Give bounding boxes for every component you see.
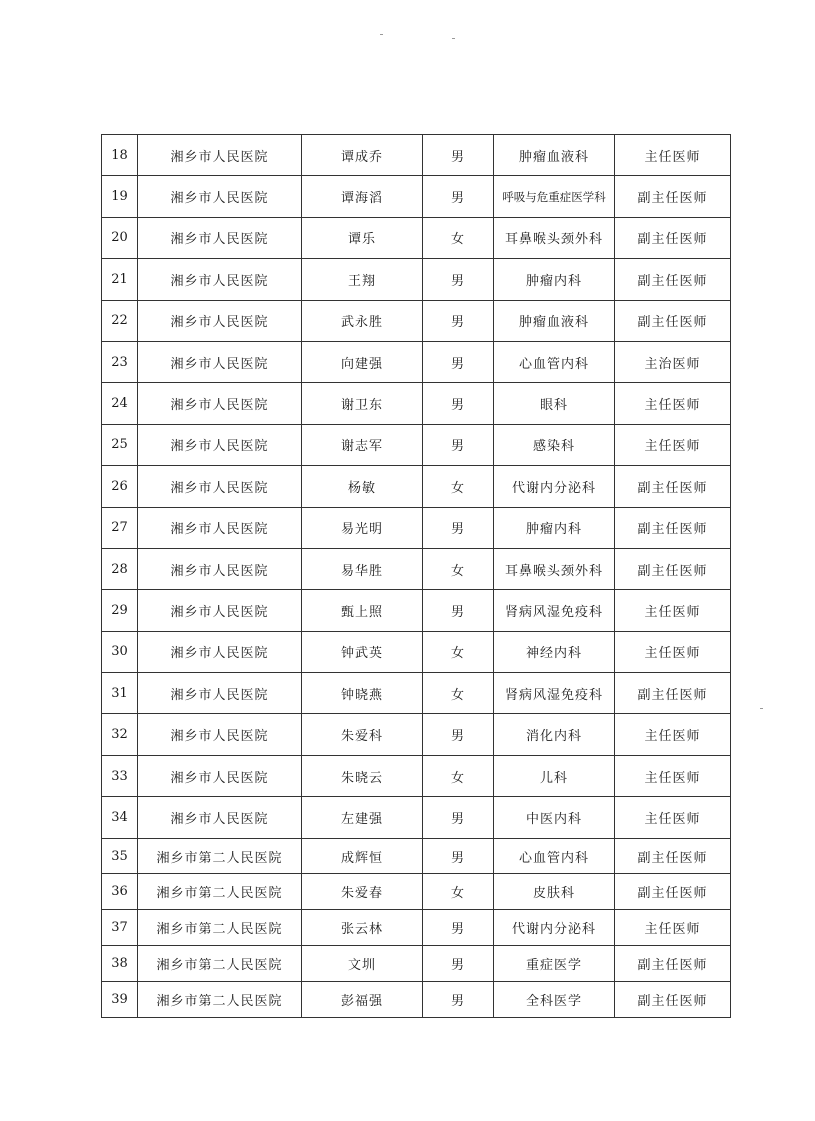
- department-cell: 肿瘤内科: [494, 259, 615, 300]
- department-cell: 耳鼻喉头颈外科: [494, 217, 615, 258]
- hospital-cell: 湘乡市人民医院: [138, 590, 302, 631]
- table-row: [102, 383, 731, 424]
- title-cell: 副主任医师: [615, 466, 731, 507]
- gender-cell: 男: [423, 259, 494, 300]
- row-number: 23: [102, 341, 138, 382]
- hospital-cell: 湘乡市人民医院: [138, 341, 302, 382]
- doctor-name-cell: 王翔: [302, 259, 423, 300]
- department-cell: 皮肤科: [494, 874, 615, 910]
- title-cell: 副主任医师: [615, 838, 731, 874]
- hospital-cell: 湘乡市人民医院: [138, 217, 302, 258]
- table-row: [102, 259, 731, 300]
- doctor-name-cell: 谭乐: [302, 217, 423, 258]
- row-number: 26: [102, 466, 138, 507]
- doctor-name-cell: 成辉恒: [302, 838, 423, 874]
- department-cell: 中医内科: [494, 797, 615, 838]
- title-cell: 主任医师: [615, 631, 731, 672]
- row-number: 19: [102, 176, 138, 217]
- department-cell: 耳鼻喉头颈外科: [494, 548, 615, 589]
- title-cell: 副主任医师: [615, 259, 731, 300]
- gender-cell: 男: [423, 341, 494, 382]
- table-row: [102, 946, 731, 982]
- gender-cell: 女: [423, 755, 494, 796]
- table-row: [102, 507, 731, 548]
- gender-cell: 女: [423, 673, 494, 714]
- table-row: [102, 797, 731, 838]
- gender-cell: 男: [423, 797, 494, 838]
- title-cell: 主任医师: [615, 714, 731, 755]
- table-row: [102, 874, 731, 910]
- row-number: 25: [102, 424, 138, 465]
- row-number: 34: [102, 797, 138, 838]
- gender-cell: 男: [423, 424, 494, 465]
- row-number: 27: [102, 507, 138, 548]
- row-number: 24: [102, 383, 138, 424]
- department-cell: 肿瘤血液科: [494, 135, 615, 176]
- title-cell: 副主任医师: [615, 981, 731, 1017]
- title-cell: 主任医师: [615, 755, 731, 796]
- hospital-cell: 湘乡市人民医院: [138, 259, 302, 300]
- department-cell: 代谢内分泌科: [494, 910, 615, 946]
- department-cell: 肾病风湿免疫科: [494, 590, 615, 631]
- doctor-name-cell: 武永胜: [302, 300, 423, 341]
- gender-cell: 男: [423, 135, 494, 176]
- row-number: 29: [102, 590, 138, 631]
- gender-cell: 男: [423, 300, 494, 341]
- doctor-name-cell: 钟武英: [302, 631, 423, 672]
- gender-cell: 女: [423, 874, 494, 910]
- hospital-cell: 湘乡市人民医院: [138, 424, 302, 465]
- hospital-cell: 湘乡市人民医院: [138, 176, 302, 217]
- doctor-name-cell: 易华胜: [302, 548, 423, 589]
- doctor-name-cell: 朱晓云: [302, 755, 423, 796]
- row-number: 37: [102, 910, 138, 946]
- gender-cell: 女: [423, 548, 494, 589]
- department-cell: 眼科: [494, 383, 615, 424]
- row-number: 33: [102, 755, 138, 796]
- hospital-cell: 湘乡市人民医院: [138, 548, 302, 589]
- table-row: [102, 135, 731, 176]
- hospital-cell: 湘乡市人民医院: [138, 714, 302, 755]
- title-cell: 主治医师: [615, 341, 731, 382]
- hospital-cell: 湘乡市人民医院: [138, 383, 302, 424]
- title-cell: 主任医师: [615, 424, 731, 465]
- gender-cell: 男: [423, 507, 494, 548]
- department-cell: 消化内科: [494, 714, 615, 755]
- department-cell: 神经内科: [494, 631, 615, 672]
- doctor-name-cell: 向建强: [302, 341, 423, 382]
- gender-cell: 男: [423, 981, 494, 1017]
- department-cell: 感染科: [494, 424, 615, 465]
- row-number: 20: [102, 217, 138, 258]
- doctor-name-cell: 文圳: [302, 946, 423, 982]
- table-row: [102, 466, 731, 507]
- title-cell: 副主任医师: [615, 673, 731, 714]
- hospital-cell: 湘乡市人民医院: [138, 300, 302, 341]
- gender-cell: 男: [423, 590, 494, 631]
- row-number: 36: [102, 874, 138, 910]
- title-cell: 副主任医师: [615, 946, 731, 982]
- department-cell: 儿科: [494, 755, 615, 796]
- department-cell: 呼吸与危重症医学科: [494, 176, 615, 217]
- title-cell: 主任医师: [615, 383, 731, 424]
- table-row: [102, 548, 731, 589]
- department-cell: 肾病风湿免疫科: [494, 673, 615, 714]
- table-row: [102, 910, 731, 946]
- gender-cell: 男: [423, 383, 494, 424]
- doctor-name-cell: 杨敏: [302, 466, 423, 507]
- gender-cell: 女: [423, 466, 494, 507]
- department-cell: 重症医学: [494, 946, 615, 982]
- title-cell: 副主任医师: [615, 176, 731, 217]
- doctor-name-cell: 谭海滔: [302, 176, 423, 217]
- hospital-cell: 湘乡市第二人民医院: [138, 981, 302, 1017]
- row-number: 39: [102, 981, 138, 1017]
- hospital-cell: 湘乡市第二人民医院: [138, 910, 302, 946]
- row-number: 35: [102, 838, 138, 874]
- table-row: [102, 176, 731, 217]
- department-cell: 肿瘤内科: [494, 507, 615, 548]
- doctor-name-cell: 甄上照: [302, 590, 423, 631]
- row-number: 22: [102, 300, 138, 341]
- table-body: [102, 135, 731, 1018]
- gender-cell: 男: [423, 910, 494, 946]
- hospital-cell: 湘乡市人民医院: [138, 466, 302, 507]
- table-row: [102, 300, 731, 341]
- row-number: 28: [102, 548, 138, 589]
- doctor-name-cell: 左建强: [302, 797, 423, 838]
- row-number: 31: [102, 673, 138, 714]
- doctor-name-cell: 谢卫东: [302, 383, 423, 424]
- department-cell: 代谢内分泌科: [494, 466, 615, 507]
- title-cell: 副主任医师: [615, 217, 731, 258]
- doctor-name-cell: 钟晓燕: [302, 673, 423, 714]
- row-number: 21: [102, 259, 138, 300]
- doctor-name-cell: 张云林: [302, 910, 423, 946]
- title-cell: 副主任医师: [615, 300, 731, 341]
- table-row: [102, 981, 731, 1017]
- doctor-name-cell: 彭福强: [302, 981, 423, 1017]
- gender-cell: 男: [423, 176, 494, 217]
- hospital-cell: 湘乡市第二人民医院: [138, 946, 302, 982]
- table-row: [102, 673, 731, 714]
- department-cell: 心血管内科: [494, 838, 615, 874]
- hospital-cell: 湘乡市人民医院: [138, 135, 302, 176]
- doctor-name-cell: 朱爱科: [302, 714, 423, 755]
- title-cell: 主任医师: [615, 797, 731, 838]
- row-number: 18: [102, 135, 138, 176]
- doctor-name-cell: 谢志军: [302, 424, 423, 465]
- title-cell: 副主任医师: [615, 548, 731, 589]
- table-row: [102, 631, 731, 672]
- gender-cell: 男: [423, 838, 494, 874]
- table-row: [102, 714, 731, 755]
- hospital-cell: 湘乡市人民医院: [138, 631, 302, 672]
- department-cell: 心血管内科: [494, 341, 615, 382]
- department-cell: 肿瘤血液科: [494, 300, 615, 341]
- row-number: 38: [102, 946, 138, 982]
- doctor-name-cell: 谭成乔: [302, 135, 423, 176]
- table-row: [102, 755, 731, 796]
- doctor-name-cell: 朱爱春: [302, 874, 423, 910]
- gender-cell: 男: [423, 714, 494, 755]
- hospital-cell: 湘乡市第二人民医院: [138, 874, 302, 910]
- hospital-cell: 湘乡市人民医院: [138, 797, 302, 838]
- table-row: [102, 341, 731, 382]
- title-cell: 主任医师: [615, 135, 731, 176]
- table-row: [102, 217, 731, 258]
- doctor-name-cell: 易光明: [302, 507, 423, 548]
- title-cell: 主任医师: [615, 590, 731, 631]
- table-row: [102, 590, 731, 631]
- hospital-cell: 湘乡市人民医院: [138, 507, 302, 548]
- title-cell: 副主任医师: [615, 507, 731, 548]
- hospital-cell: 湘乡市第二人民医院: [138, 838, 302, 874]
- roster-table: [101, 134, 731, 1018]
- table-row: [102, 838, 731, 874]
- gender-cell: 女: [423, 217, 494, 258]
- hospital-cell: 湘乡市人民医院: [138, 673, 302, 714]
- gender-cell: 女: [423, 631, 494, 672]
- department-cell: 全科医学: [494, 981, 615, 1017]
- title-cell: 副主任医师: [615, 874, 731, 910]
- gender-cell: 男: [423, 946, 494, 982]
- table-row: [102, 424, 731, 465]
- title-cell: 主任医师: [615, 910, 731, 946]
- hospital-cell: 湘乡市人民医院: [138, 755, 302, 796]
- row-number: 32: [102, 714, 138, 755]
- row-number: 30: [102, 631, 138, 672]
